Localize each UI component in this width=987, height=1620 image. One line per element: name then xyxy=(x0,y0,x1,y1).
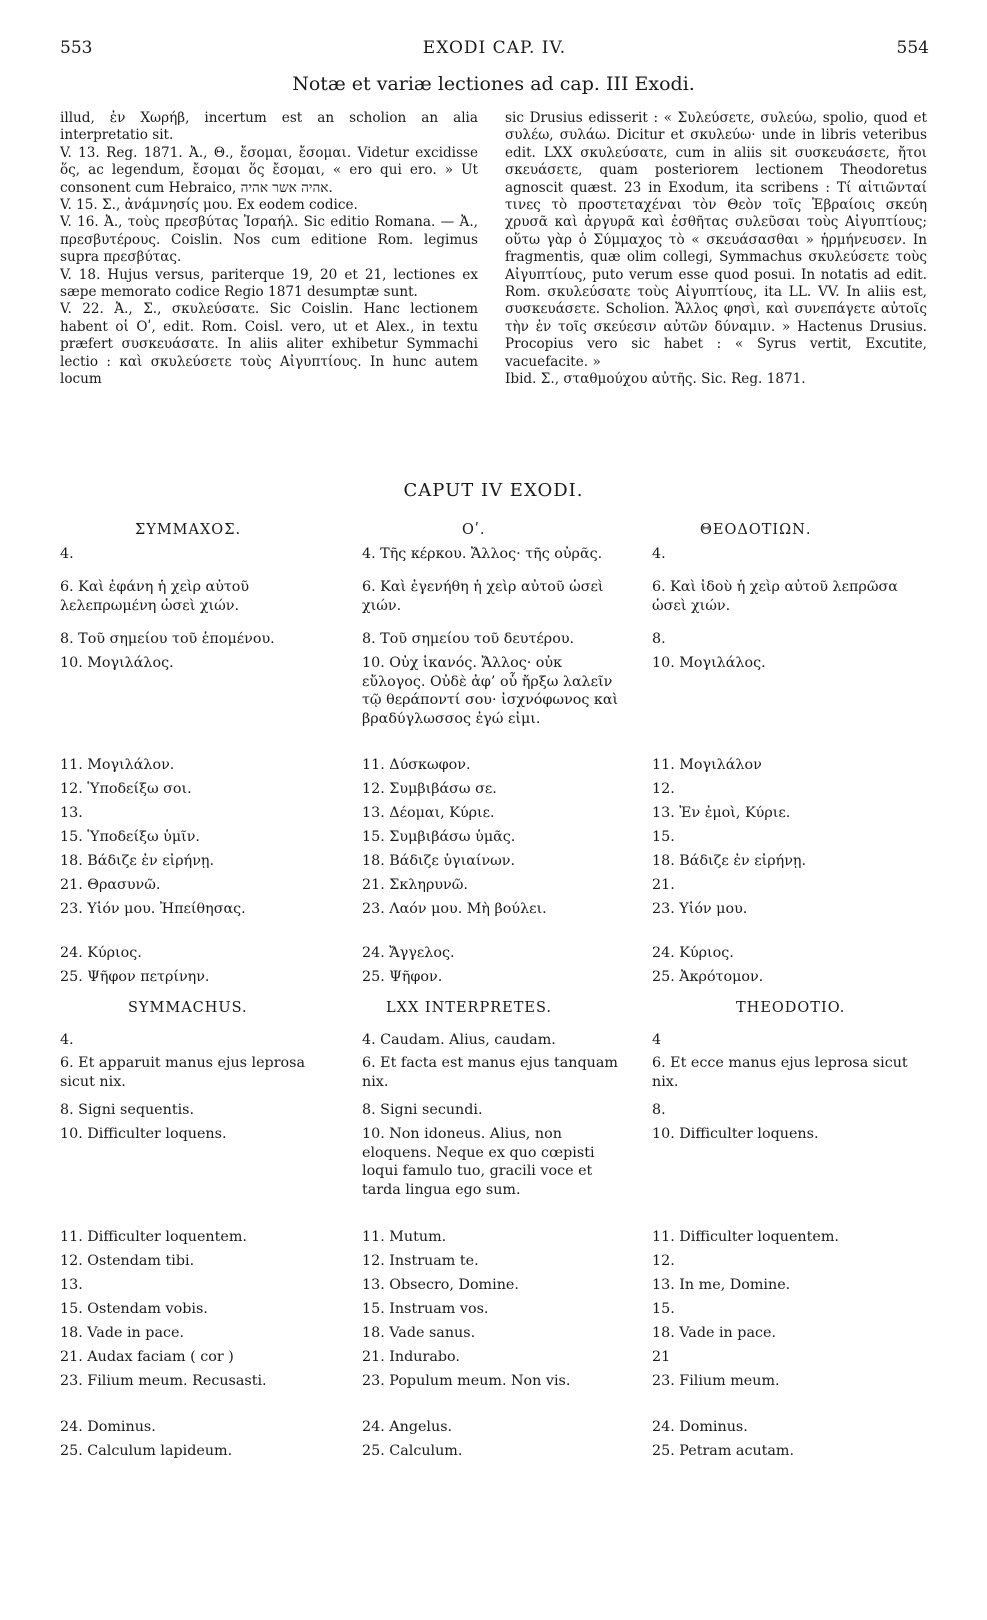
greek-head-symmachus: ΣΥΜΜΑΧΟΣ. xyxy=(135,522,242,538)
greek-verse-cell: 25. Ψῆφον. xyxy=(362,969,443,985)
greek-verse-cell: 12. Ὑποδείξω σοι. xyxy=(60,781,192,797)
note-paragraph: sic Drusius edisserit : « Συλεύσετε, συλεύω, spolio, quod et συλέω, συλάω. Dicitur et σκυλεύω· unde in libris veteribus edit. LXX σκυλεύσατε, cum in aliis sit συσκευάσετε, ἤτοι σκευάσετε, quam posteriorem lectionem Theodoretus agnoscit quæst. 23 in Exodum, ita scribens : Τί αἰτιῶνταί τινες τὸ προστεταχέναι τὸν Θεὸν τοῖς Ἑβραίοις σκεύη χρυσᾶ καὶ ἀργυρᾶ καὶ ἐσθῆτας συλεῦσαι τοὺς Αἰγυπτίους; οὕτω γὰρ ὁ Σύμμαχος τὸ « σκευάσασθαι » ἡρμήνευσεν. In fragmentis, quæ olim collegi, Symmachus σκυλεύσετε τοὺς Αἰγυπτίους, puto verum esse quod posui. In notatis ad edit. Rom. σκυλεύσατε τοὺς Αἰγυπτίους, ita LL. VV. In aliis est, συσκευάσετε. Scholion. Ἄλλος φησὶ, καὶ συνεπάγετε αὐτοῖς τὴν ἐν τοῖς σκεύεσιν αὐτῶν δύναμιν. » Hactenus Drusius. Procopius vero sic habet : « Syrus vertit, Excutite, vacuefacite. » xyxy=(505,110,927,370)
note-paragraph: V. 22. Ἀ., Σ., σκυλεύσατε. Sic Coislin. Hanc lectionem habent οἱ Οʹ, edit. Rom. Coisl. vero, ut et Alex., in textu præfert συσκευάσατε. In aliis aliter exhibetur Symmachi lectio : καὶ σκυλεύσετε τοὺς Αἰγυπτίους. In hunc autem locum xyxy=(60,301,478,388)
latin-verse-cell: 8. Signi secundi. xyxy=(362,1102,483,1118)
notes-title: Notæ et variæ lectiones ad cap. III Exodi. xyxy=(292,73,695,95)
greek-verse-cell: 11. Μογιλάλον xyxy=(652,757,762,773)
latin-verse-cell: 18. Vade in pace. xyxy=(652,1325,776,1341)
greek-verse-cell: 6. Καὶ ἐγενήθη ἡ χεὶρ αὐτοῦ ὡσεὶ χιών. xyxy=(362,579,604,614)
note-paragraph: V. 16. Ἀ., τοὺς πρεσβύτας Ἰσραήλ. Sic editio Romana. — Ἀ., πρεσβυτέρους. Coislin. Nos cum editione Rom. legimus supra πρεσβύτας. xyxy=(60,214,478,266)
latin-verse-cell: 12. Ostendam tibi. xyxy=(60,1253,195,1269)
greek-verse-cell: 23. Λαόν μου. Μὴ βούλει. xyxy=(362,901,547,917)
greek-verse-cell: 6. Καὶ ἰδοὺ ἡ χεὶρ αὐτοῦ λεπρῶσα ὡσεὶ χιών. xyxy=(652,579,898,614)
greek-verse-cell: 12. Συμβιβάσω σε. xyxy=(362,781,497,797)
greek-verse-cell: 18. Βάδιζε ἐν εἰρήνῃ. xyxy=(652,853,807,869)
greek-verse-cell: 10. Οὐχ ἱκανός. Ἄλλος· οὐκ εὔλογος. Οὐδὲ ἀφ’ οὗ ἤρξω λαλεῖν τῷ θεράποντί σου· ἰσχνόφωνος καὶ βραδύγλωσσος ἐγώ εἰμι. xyxy=(362,655,619,727)
latin-verse-cell: 15. Instruam vos. xyxy=(362,1301,489,1317)
greek-verse-cell: 12. xyxy=(652,781,675,797)
note-paragraph: V. 18. Hujus versus, pariterque 19, 20 et 21, lectiones ex sæpe memorato codice Regio 1871 desumptæ sunt. xyxy=(60,266,478,301)
page-number-right: 554 xyxy=(896,38,929,58)
greek-verse-cell: 21. Θρασυνῶ. xyxy=(60,877,161,893)
latin-verse-cell: 10. Difficulter loquens. xyxy=(60,1126,227,1142)
greek-verse-cell: 4. xyxy=(60,546,74,562)
greek-verse-cell: 6. Καὶ ἐφάνη ἡ χεὶρ αὐτοῦ λελεπρωμένη ὡσεὶ χιών. xyxy=(60,579,250,614)
greek-verse-cell: 11. Δύσκωφον. xyxy=(362,757,471,773)
greek-verse-cell: 15. Ὑποδείξω ὑμῖν. xyxy=(60,829,200,845)
latin-verse-cell: 8. Signi sequentis. xyxy=(60,1102,195,1118)
greek-verse-cell: 21. Σκληρυνῶ. xyxy=(362,877,468,893)
greek-verse-cell: 15. Συμβιβάσω ὑμᾶς. xyxy=(362,829,516,845)
latin-verse-cell: 4 xyxy=(652,1032,662,1048)
latin-verse-cell: 13. Obsecro, Domine. xyxy=(362,1277,519,1293)
latin-head-symmachus: SYMMACHUS. xyxy=(128,1000,248,1016)
greek-verse-cell: 10. Μογιλάλος. xyxy=(60,655,174,671)
greek-verse-cell: 8. Τοῦ σημείου τοῦ δευτέρου. xyxy=(362,631,575,647)
latin-verse-cell: 13. xyxy=(60,1277,83,1293)
latin-verse-cell: 11. Difficulter loquentem. xyxy=(60,1229,247,1245)
latin-verse-cell: 25. Calculum lapideum. xyxy=(60,1443,233,1459)
latin-verse-cell: 23. Filium meum. Recusasti. xyxy=(60,1373,267,1389)
latin-verse-cell: 6. Et apparuit manus ejus leprosa sicut nix. xyxy=(60,1055,306,1090)
running-title: EXODI CAP. IV. xyxy=(422,38,567,58)
latin-verse-cell: 8. xyxy=(652,1102,666,1118)
latin-verse-cell: 12. xyxy=(652,1253,675,1269)
greek-verse-cell: 23. Υἱόν μου. xyxy=(652,901,748,917)
greek-verse-cell: 4. xyxy=(652,546,666,562)
notes-right-column xyxy=(505,110,927,389)
greek-verse-cell: 25. Ἀκρότομον. xyxy=(652,969,764,985)
latin-head-theodotio: THEODOTIO. xyxy=(736,1000,846,1016)
latin-verse-cell: 10. Non idoneus. Alius, non eloquens. Neque ex quo cœpisti loqui famulo tuo, gracili voce et tarda lingua ego sum. xyxy=(362,1126,595,1198)
latin-verse-cell: 6. Et ecce manus ejus leprosa sicut nix. xyxy=(652,1055,908,1090)
latin-verse-cell: 18. Vade sanus. xyxy=(362,1325,476,1341)
greek-verse-cell: 11. Μογιλάλον. xyxy=(60,757,175,773)
latin-verse-cell: 11. Difficulter loquentem. xyxy=(652,1229,839,1245)
latin-verse-cell: 24. Angelus. xyxy=(362,1419,453,1435)
note-paragraph: V. 13. Reg. 1871. Ἀ., Θ., ἔσομαι, ἔσομαι. Videtur excidisse ὅς, ac legendum, ἔσομαι ὅς ἔσομαι, « ero qui ero. » Ut consonent cum Hebraico, אהיה אשר אהיה. xyxy=(60,144,478,196)
note-paragraph: illud, ἐν Χωρήβ, incertum est an scholion an alia interpretatio sit. xyxy=(60,110,478,144)
greek-verse-cell: 13. Δέομαι, Κύριε. xyxy=(362,805,495,821)
latin-verse-cell: 13. In me, Domine. xyxy=(652,1277,791,1293)
greek-head-theodotion: ΘΕΟΔΟΤΙΩΝ. xyxy=(700,522,812,538)
notes-left-column xyxy=(60,110,478,389)
greek-verse-cell: 8. Τοῦ σημείου τοῦ ἑπομένου. xyxy=(60,631,275,647)
greek-verse-cell: 24. Ἄγγελος. xyxy=(362,945,455,961)
note-paragraph: Ibid. Σ., σταθμούχου αὐτῆς. Sic. Reg. 1871. xyxy=(505,371,806,388)
latin-verse-cell: 6. Et facta est manus ejus tanquam nix. xyxy=(362,1055,618,1090)
greek-verse-cell: 23. Υἱόν μου. Ἠπείθησας. xyxy=(60,901,246,917)
greek-verse-cell: 13. xyxy=(60,805,83,821)
latin-verse-cell: 4. xyxy=(60,1032,74,1048)
page-number-left: 553 xyxy=(60,38,93,58)
latin-verse-cell: 4. Caudam. Alius, caudam. xyxy=(362,1032,556,1048)
chapter-heading: CAPUT IV EXODI. xyxy=(403,480,584,501)
greek-verse-cell: 15. xyxy=(652,829,675,845)
running-header xyxy=(60,38,929,62)
latin-verse-cell: 23. Populum meum. Non vis. xyxy=(362,1373,571,1389)
latin-verse-cell: 25. Petram acutam. xyxy=(652,1443,795,1459)
latin-verse-cell: 15. xyxy=(652,1301,675,1317)
latin-verse-cell: 21 xyxy=(652,1349,671,1365)
greek-verse-cell: 18. Βάδιζε ὑγιαίνων. xyxy=(362,853,516,869)
latin-verse-cell: 15. Ostendam vobis. xyxy=(60,1301,208,1317)
latin-head-lxx: LXX INTERPRETES. xyxy=(386,1000,553,1016)
greek-verse-cell: 24. Κύριος. xyxy=(60,945,142,961)
greek-verse-cell: 24. Κύριος. xyxy=(652,945,734,961)
greek-verse-cell: 4. Τῆς κέρκου. Ἄλλος· τῆς οὐρᾶς. xyxy=(362,546,603,562)
latin-verse-cell: 18. Vade in pace. xyxy=(60,1325,184,1341)
latin-verse-cell: 10. Difficulter loquens. xyxy=(652,1126,819,1142)
latin-verse-cell: 11. Mutum. xyxy=(362,1229,447,1245)
greek-verse-cell: 10. Μογιλάλος. xyxy=(652,655,766,671)
greek-head-lxx: Οʹ. xyxy=(462,522,486,538)
latin-verse-cell: 21. Indurabo. xyxy=(362,1349,460,1365)
greek-verse-cell: 21. xyxy=(652,877,675,893)
latin-verse-cell: 21. Audax faciam ( cor ) xyxy=(60,1349,234,1365)
greek-verse-cell: 13. Ἐν ἐμοὶ, Κύριε. xyxy=(652,805,791,821)
latin-verse-cell: 23. Filium meum. xyxy=(652,1373,780,1389)
greek-verse-cell: 8. xyxy=(652,631,666,647)
latin-verse-cell: 24. Dominus. xyxy=(60,1419,156,1435)
latin-verse-cell: 25. Calculum. xyxy=(362,1443,463,1459)
greek-verse-cell: 25. Ψῆφον πετρίνην. xyxy=(60,969,210,985)
note-paragraph: V. 15. Σ., ἀνάμνησίς μου. Ex eodem codice. xyxy=(60,197,358,214)
latin-verse-cell: 12. Instruam te. xyxy=(362,1253,479,1269)
greek-verse-cell: 18. Βάδιζε ἐν εἰρήνῃ. xyxy=(60,853,215,869)
latin-verse-cell: 24. Dominus. xyxy=(652,1419,748,1435)
